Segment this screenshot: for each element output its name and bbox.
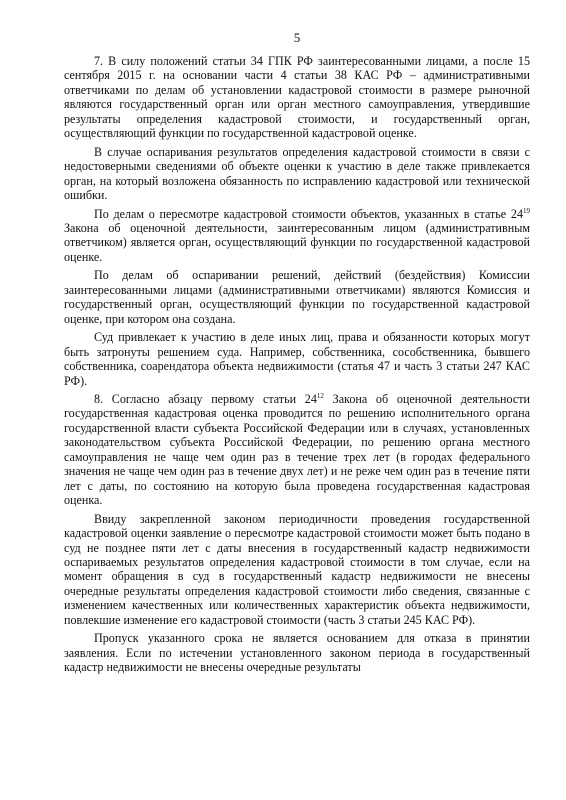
paragraph-text: Закона об оценочной деятельности, заинтересованным лицом (административным ответчиком) является орган, осуществляющий функции по государственной кадастровой оценке. — [64, 220, 530, 264]
page-number: 5 — [293, 30, 301, 45]
paragraph-7: 7. В силу положений статьи 34 ГПК РФ заинтересованными лицами, а после 15 сентября 2015 г. на основании части 4 статьи 38 КАС РФ – административными ответчиками по делам об установлении кадастровой стоимости в размере рыночной являются государственный орган или орган местного самоуправления, утвердившие результаты определения кадастровой стоимости, и государственный орган, осуществляющий функции по государственной кадастровой оценке. — [64, 54, 530, 141]
paragraph-other-persons: Суд привлекает к участию в деле иных лиц, права и обязанности которых могут быть затронуты решением суда. Например, собственника, сособственника, бывшего собственника, соарендатора объекта недвижимости (статья 47 и часть 3 статьи 247 КАС РФ). — [64, 330, 530, 388]
superscript: 12 — [316, 391, 324, 400]
paragraph-missed-deadline: Пропуск указанного срока не является основанием для отказа в принятии заявления. Если по истечении установленного законом периода в государственный кадастр недвижимости не внесены очередные результаты — [64, 631, 530, 675]
paragraph-periodicity: Ввиду закрепленной законом периодичности проведения государственной кадастровой оценки заявление о пересмотре кадастровой стоимости может быть подано в суд не позднее пяти лет с даты внесения в государственный кадастр недвижимости оспариваемых результатов определения кадастровой стоимости в том случае, если на момент обращения в суд в государственный кадастр недвижимости не внесены очередные результаты определения кадастровой стоимости либо сведения, связанные с изменением качественных или количественных характеристик объекта недвижимости, повлекшие изменение его кадастровой стоимости (часть 3 статьи 245 КАС РФ). — [64, 511, 530, 627]
paragraph-error-correction: В случае оспаривания результатов определения кадастровой стоимости в связи с недостоверными сведениями об объекте оценки к участию в деле также привлекается орган, на который возложена обязанность по исправлению кадастровой или технической ошибки. — [64, 144, 530, 203]
paragraph-article-24-19 — [64, 207, 530, 265]
paragraph-8 — [64, 392, 530, 508]
superscript: 19 — [523, 206, 530, 215]
paragraph-text: 8. Согласно абзацу первому статьи 24 — [94, 391, 317, 406]
paragraph-text: Закона об оценочной деятельности государственная кадастровая оценка проводится по решению исполнительного органа государственной власти субъекта Российской Федерации или в случаях, установленных законодательством субъекта Российской Федерации, по решению органа местного самоуправления не чаще чем один раз в течение трех лет (в городах федерального значения не чаще чем один раз в течение двух лет) и не реже чем один раз в течение пяти лет с даты, по состоянию на которую была проведена государственная кадастровая оценка. — [64, 391, 530, 508]
paragraph-text: По делам о пересмотре кадастровой стоимости объектов, указанных в статье 24 — [94, 206, 523, 221]
paragraph-commission: По делам об оспаривании решений, действий (бездействия) Комиссии заинтересованными лицами (административными ответчиками) являются Комиссия и государственный орган, осуществляющий функции по государственной кадастровой оценке, при котором она создана. — [64, 268, 530, 326]
